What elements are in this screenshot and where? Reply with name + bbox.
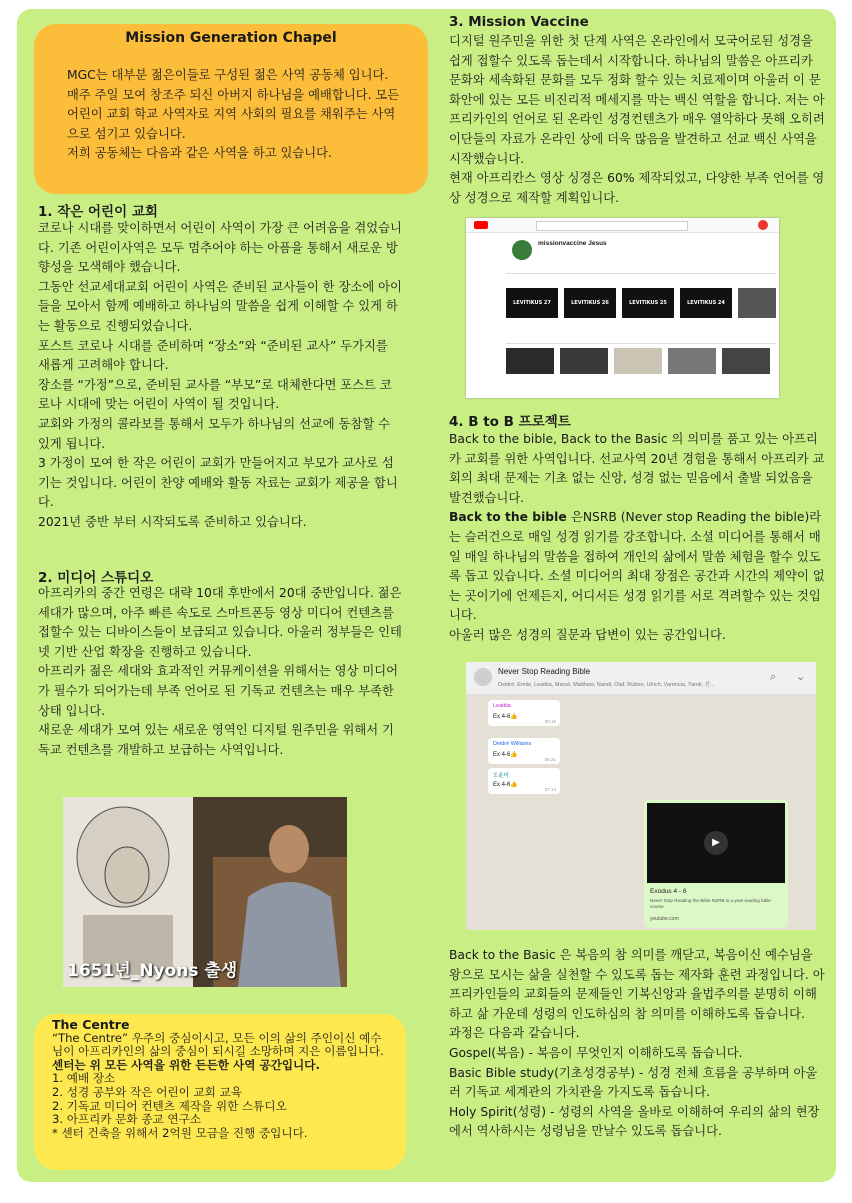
message-text: Ex 4-6👍 <box>493 752 518 758</box>
youtube-channel-screenshot <box>466 218 779 398</box>
video-thumbnail[interactable] <box>614 348 662 374</box>
channel-avatar <box>512 240 532 260</box>
video-preview[interactable] <box>647 803 785 883</box>
message-time: 06:15 <box>544 719 556 724</box>
section-4-paragraph-text: 은NSRB (Never stop Reading the bible)라는 슬러건으로 매일 성경 읽기를 강조합니다. 소셜 미디어를 통해서 매일 매일 하나님의 말씀을 접하여 개인의 삶에서 말씀 체험을 할수 있도록 돕고 있습니다. 소셜 미디어의 최대 장점은 공간과 시간의 제약이 없는 곳이기에 언제든지, 어디서든 성경 읽기를 서로 격려할수 있는 것입니다. <box>449 510 825 623</box>
section-1-text <box>38 219 402 533</box>
section-1-paragraph: 코로나 시대를 맞이하면서 어린이 사역이 가장 큰 어려움을 겪었습니다. 기존 어린이사역은 모두 멈추어야 하는 아픔을 통해서 새로운 방향성을 모색해야 했습니다. <box>38 221 402 275</box>
divider <box>506 343 776 344</box>
message-sender: 도윤미 <box>493 773 509 779</box>
video-thumbnails-row <box>506 348 776 376</box>
menu-icon[interactable]: ⌄ <box>796 670 806 683</box>
video-description: Never Stop Reading the Bible NSRB is a year reading bible course <box>650 898 771 909</box>
centre-text <box>52 1018 392 1140</box>
video-thumbnail[interactable] <box>722 348 770 374</box>
section-1-paragraph: 2021년 중반 부터 시작되도록 준비하고 있습니다. <box>38 514 307 529</box>
back-to-basic-paragraph: Holy Spirit(성령) - 성령의 사역을 올바로 이해하여 우리의 삶의 현장에서 역사하시는 성령님을 만날수 있도록 돕습니다. <box>449 1104 820 1139</box>
message-sender: Deidré Williams <box>493 741 532 747</box>
photo-caption: 1651년_Nyons 출생 <box>67 961 238 981</box>
chat-title: Never Stop Reading Bible <box>498 667 591 676</box>
youtube-topbar <box>466 218 779 233</box>
section-4-text <box>449 430 825 646</box>
video-thumbnail[interactable]: LEVITIKUS 25 <box>622 288 674 318</box>
centre-bold-line: 센터는 위 모든 사역을 위한 든든한 사역 공간입니다. <box>52 1057 320 1072</box>
back-to-basic-paragraph: Gospel(복음) - 복음이 무엇인지 이해하도록 돕습니다. <box>449 1045 743 1060</box>
back-to-basic-paragraph: Back to the Basic 은 복음의 참 의미를 깨닫고, 복음이신 예수님을 왕으로 모시는 삶을 실천할 수 있도록 돕는 제자화 훈련 과정입니다. 아프리카인들의 교회들의 문제들인 기복신앙과 율법주의를 분명히 이해하고 삶 가운데 성령의 인도하심의 참 의미를 이해하도록 돕습니다. <box>449 948 825 1021</box>
back-to-basic-text <box>449 946 825 1142</box>
shared-video-message[interactable] <box>644 800 788 928</box>
section-1-paragraph: 교회와 가정의 콜라보를 통해서 모두가 하나님의 선교에 동참할 수 있게 됩니다. <box>38 416 390 451</box>
chat-message <box>488 768 560 794</box>
play-icon[interactable]: ▶ <box>704 831 728 855</box>
channel-name: missionvaccine Jesus <box>538 240 607 247</box>
section-1-paragraph: 장소를 “가정”으로, 준비된 교사를 “부모”로 대체한다면 포스트 코로나 시대에 맞는 어린이 사역이 될 것입니다. <box>38 377 392 412</box>
section-1-paragraph: 그동안 선교세대교회 어린이 사역은 준비된 교사들이 한 장소에 아이들을 모아서 함께 예배하고 하나님의 말씀을 쉽게 이해할 수 있게 하는 활동으로 진행되었습니다. <box>38 279 402 333</box>
section-1-paragraph: 3 가정이 모여 한 작은 어린이 교회가 만들어지고 부모가 교사로 섬기는 것입니다. 어린이 찬양 예배와 활동 자료는 교회가 제공을 합니다. <box>38 456 398 510</box>
intro-title: Mission Generation Chapel <box>125 30 337 46</box>
intro-paragraph: 저희 공동체는 다음과 같은 사역을 하고 있습니다. <box>67 146 332 160</box>
section-2-paragraph: 아프리카의 중간 연령은 대략 10대 후반에서 20대 중반입니다. 젊은 세대가 많으며, 아주 빠른 속도로 스마트폰등 영상 미디어 컨텐츠를 접할수 있는 디바이스들이 보급되고 있습니다. 아울러 정부들은 인테넷 기반 산업 확장을 진행하고 있습니다. <box>38 586 402 659</box>
centre-item: 2. 성경 공부와 작은 어린이 교회 교육 <box>52 1084 242 1099</box>
section-4-paragraph <box>449 508 825 626</box>
youtube-search-input[interactable] <box>536 221 688 231</box>
section-1-title: 1. 작은 어린이 교회 <box>38 204 158 220</box>
search-icon[interactable]: ⌕ <box>770 670 777 683</box>
section-2-title: 2. 미디어 스튜디오 <box>38 570 154 586</box>
centre-item: * 센터 건축을 위해서 2억원 모금을 진행 중입니다. <box>52 1125 308 1140</box>
section-2-paragraph: 아프리카 젊은 세대와 효과적인 커뮤케이션을 위해서는 영상 미디어가 필수가 되어가는데 부족 언어로 된 기독교 컨텐츠는 매우 부족한 상태 입니다. <box>38 664 398 718</box>
chat-message <box>488 700 560 726</box>
avatar[interactable] <box>758 220 768 230</box>
video-site: youtube.com <box>650 916 679 922</box>
intro-paragraph: 매주 주일 모여 창조주 되신 아버지 하나님을 예배합니다. 모든 어린이 교회 학교 사역자로 지역 사회의 필요를 채워주는 사역으로 섬기고 있습니다. <box>67 87 400 141</box>
section-4-paragraph: 아울러 많은 성경의 질문과 답변이 있는 공간입니다. <box>449 627 726 642</box>
section-2-text <box>38 584 402 760</box>
section-1-paragraph: 포스트 코로나 시대를 준비하며 “장소”와 “준비된 교사” 두가지를 새롭게 고려해야 합니다. <box>38 338 388 373</box>
chat-header <box>466 662 816 695</box>
video-thumbnail[interactable]: LEVITIKUS 24 <box>680 288 732 318</box>
message-time: 07:13 <box>544 787 556 792</box>
centre-intro: “The Centre” 우주의 중심이시고, 모든 이의 삶의 주인이신 예수님이 아프리카인의 삶의 중심이 되시길 소망하며 지은 이름입니다. <box>52 1030 384 1059</box>
centre-item: 3. 아프리카 문화 종교 연구소 <box>52 1112 201 1127</box>
divider <box>506 273 776 274</box>
section-3-title: 3. Mission Vaccine <box>449 14 589 30</box>
video-thumbnail[interactable] <box>506 348 554 374</box>
video-thumbnails-row <box>506 288 776 324</box>
video-thumbnail[interactable]: LEVITIKUS 26 <box>564 288 616 318</box>
video-thumbnail[interactable] <box>668 348 716 374</box>
group-avatar <box>474 668 492 686</box>
section-3-text <box>449 32 825 208</box>
video-thumbnail[interactable]: LEVITIKUS 27 <box>506 288 558 318</box>
section-4-bold-lead: Back to the bible <box>449 510 571 525</box>
chat-members: Deidré, Emile, Leatitia, Marsé, Matthew, Nandi, Olaf, Rubon, Ulrich, Varencia, Yandi, 선... <box>498 682 715 688</box>
video-thumbnail[interactable] <box>738 288 776 318</box>
whatsapp-chat-screenshot <box>466 662 816 930</box>
back-to-basic-paragraph: 과정은 다음과 같습니다. <box>449 1026 580 1041</box>
video-title: Exodus 4 - 6 <box>650 888 687 895</box>
section-2-paragraph: 새로운 세대가 모여 있는 새로운 영역인 디지털 원주민을 위해서 기독교 컨텐츠를 개발하고 보급하는 사역입니다. <box>38 723 394 757</box>
centre-item: 1. 예배 장소 <box>52 1071 116 1086</box>
intro-paragraph: MGC는 대부분 젊은이들로 구성된 젊은 사역 공동체 입니다. <box>67 68 389 82</box>
section-3-paragraph: 현재 아프리칸스 영상 싱경은 60% 제작되었고, 다양한 부족 언어를 영상 성경으로 제작할 계획입니다. <box>449 171 825 205</box>
video-thumbnail[interactable] <box>560 348 608 374</box>
centre-title: The Centre <box>52 1017 130 1032</box>
section-4-title: 4. B to B 프로젝트 <box>449 414 571 430</box>
message-text: Ex 4-6👍 <box>493 782 518 788</box>
chat-message <box>488 738 560 764</box>
portrait-photo <box>63 797 347 987</box>
back-to-basic-paragraph: Basic Bible study(기초성경공부) - 성경 전체 흐름을 공부하며 아울러 기독교 세계관의 가치관을 가지도록 돕습니다. <box>449 1065 818 1100</box>
message-text: Ex 4-6👍 <box>493 714 518 720</box>
message-sender: Leatitia <box>493 703 511 709</box>
intro-text <box>67 66 407 164</box>
centre-item: 2. 기독교 미디어 컨텐츠 제작을 위한 스튜디오 <box>52 1098 287 1113</box>
message-time: 06:21 <box>544 757 556 762</box>
section-3-paragraph: 디지털 원주민을 위한 첫 단계 사역은 온라인에서 모국어로된 성경을 쉽게 접할수 있도록 돕는데서 시작합니다. 하나님의 말씀은 아프리카 문화와 세속화된 문화를 모두 정화 할수 있는 치료제이며 아울러 이 문화안에 있는 모든 비진리적 메세지를 막는 백신 역할을 합니다. 저는 아프리카인의 언어로 된 온라인 성경컨텐츠가 매우 열악하다 못해 오히려 이단들의 자료가 온라인 상에 더욱 많음을 발견하고 선교 백신 사역을 시작했습니다. <box>449 34 825 166</box>
youtube-logo-icon <box>474 221 488 229</box>
section-4-paragraph: Back to the bible, Back to the Basic 의 의미를 품고 있는 아프리카 교회를 위한 사역입니다. 선교사역 20년 경험을 통해서 아프리카 교회의 최대 문제는 기초 없는 신앙, 성경 없는 믿음에서 출발 되었음을 발견했습니다. <box>449 432 825 505</box>
